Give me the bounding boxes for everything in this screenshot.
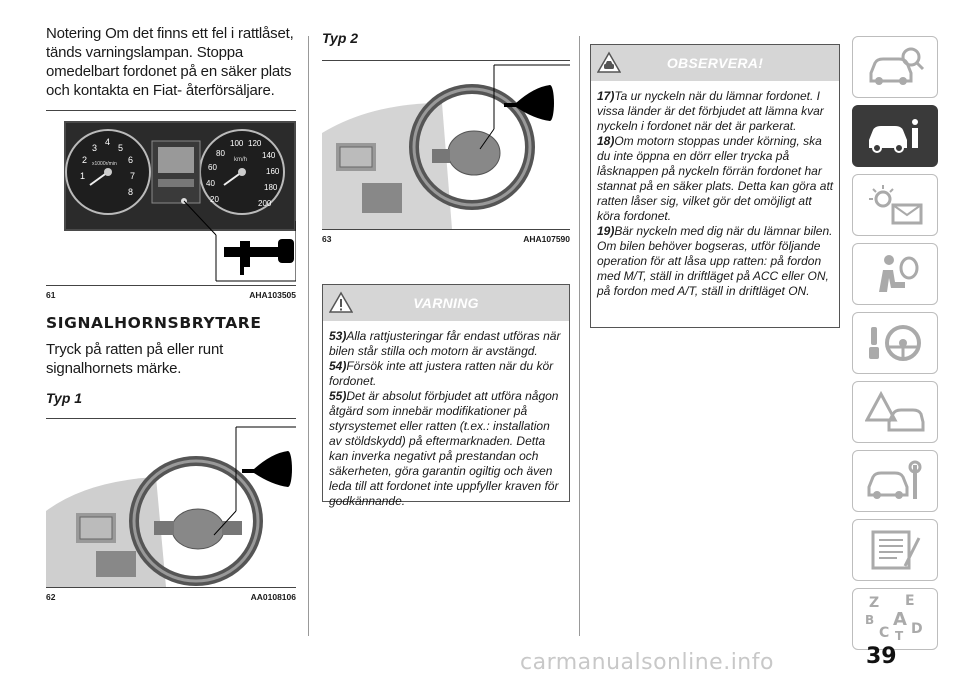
tab-car-info[interactable] — [852, 105, 938, 167]
seat-airbag-icon — [865, 252, 925, 296]
item-number: 18) — [597, 134, 615, 148]
figure-63-horn-type2 — [322, 63, 570, 229]
warning-triangle-car-icon — [865, 390, 925, 434]
light-message-icon — [865, 183, 925, 227]
rpm-label: x1000r/min — [92, 161, 117, 167]
index-letter: C — [879, 625, 890, 641]
intro-note: Notering Om det finns ett fel i rattlåset, tänds varningslampan. Stoppa omedelbart fordonet på en säker plats och kontakta en Fiat- återförsäljare. — [46, 25, 294, 99]
tach-tick: 1 — [80, 171, 86, 181]
steering-wheel-icon — [865, 321, 925, 365]
column-right — [590, 44, 840, 328]
warning-title: VARNING — [413, 295, 479, 311]
index-letter: T — [895, 629, 904, 643]
page-number: 39 — [866, 644, 897, 669]
tach-tick: 4 — [105, 137, 111, 147]
index-letter: E — [905, 593, 915, 609]
speed-tick: 160 — [266, 167, 280, 176]
section-title: SIGNALHORNSBRYTARE — [46, 314, 262, 332]
alphabet-index-icon — [865, 595, 925, 643]
observera-item — [597, 224, 835, 299]
speed-tick: 180 — [264, 183, 278, 192]
car-wrench-icon — [865, 459, 925, 503]
tach-labels — [46, 117, 296, 285]
divider — [322, 60, 570, 61]
item-text: Alla rattjusteringar får endast utföras när bilen står stilla och motorn är avstängd. — [329, 329, 561, 358]
item-text: Det är absolut förbjudet att utföra någon åtgärd som innebär modifikationer på styrsystemet eller ratten (t.ex.: installation av stöldskydd) på eftermarknaden. Detta kan inverka negativt på prestandan och säkerheten, göra garantin ogiltig och även leda till att fordonet inte uppfyller kraven för godkännande. — [329, 389, 559, 508]
figure-61-instrument-cluster — [46, 117, 296, 285]
car-caution-icon — [597, 51, 621, 75]
horn-icon — [242, 451, 292, 487]
index-letter: Z — [869, 595, 880, 611]
steering-wheel-type2-illustration — [322, 63, 570, 229]
observera-body — [591, 81, 839, 311]
speed-tick: 40 — [206, 179, 215, 188]
car-info-icon — [865, 114, 925, 158]
item-number: 55) — [329, 389, 347, 403]
figure-code: AHA107590 — [523, 234, 570, 244]
tab-lights-messages[interactable] — [852, 174, 938, 236]
tab-car-search[interactable] — [852, 36, 938, 98]
tach-tick: 7 — [130, 171, 136, 181]
tach-tick: 3 — [92, 143, 98, 153]
tach-tick: 8 — [128, 187, 134, 197]
item-text: Bär nyckeln med dig när du lämnar bilen. Om bilen behöver bogseras, utför följande operation för att låsa upp ratten: på fordon med M/T, ställ in driftläget på ACC eller ON, på fordon med A/T, ställ in driftläget ON. — [597, 224, 833, 298]
observera-box — [590, 44, 840, 328]
index-letter: D — [911, 621, 923, 637]
warning-item — [329, 329, 565, 359]
tach-tick: 6 — [128, 155, 134, 165]
column-middle — [322, 24, 570, 508]
typ-2-label: Typ 2 — [322, 30, 359, 46]
figure-number: 62 — [46, 592, 56, 602]
speed-tick: 140 — [262, 151, 276, 160]
chapter-tabs — [852, 36, 938, 657]
section-body: Tryck på ratten på eller runt signalhornets märke. — [46, 341, 224, 377]
horn-icon — [504, 85, 554, 121]
item-number: 17) — [597, 89, 615, 103]
typ-1-label: Typ 1 — [46, 390, 83, 406]
observera-header — [591, 45, 839, 81]
tab-emergency[interactable] — [852, 381, 938, 443]
figure-63-caption — [322, 230, 570, 244]
item-number: 19) — [597, 224, 615, 238]
tab-safety[interactable] — [852, 243, 938, 305]
observera-title: OBSERVERA! — [666, 55, 764, 71]
tab-index[interactable] — [852, 588, 938, 650]
divider — [46, 418, 296, 419]
speed-unit: km/h — [234, 157, 248, 163]
observera-item — [597, 134, 835, 224]
item-text: Ta ur nyckeln när du lämnar fordonet. I vissa länder är det förbjudet att lämna kvar nyckeln i fordonet när det är parkerat. — [597, 89, 824, 133]
steering-wheel-type1-illustration — [46, 421, 296, 587]
figure-number: 63 — [322, 234, 332, 244]
speed-tick: 80 — [216, 149, 225, 158]
figure-code: AHA103505 — [249, 290, 296, 300]
speed-tick: 120 — [248, 139, 262, 148]
warning-item — [329, 359, 565, 389]
tach-tick: 2 — [82, 155, 88, 165]
warning-triangle-icon — [329, 291, 353, 315]
data-list-icon — [865, 528, 925, 572]
index-letter: B — [865, 613, 875, 627]
warning-box — [322, 284, 570, 508]
item-number: 53) — [329, 329, 347, 343]
column-left — [46, 24, 296, 602]
tab-technical-data[interactable] — [852, 519, 938, 581]
tach-tick: 5 — [118, 143, 124, 153]
speed-tick: 100 — [230, 139, 244, 148]
tab-maintenance[interactable] — [852, 450, 938, 512]
speed-tick: 20 — [210, 195, 219, 204]
warning-header — [323, 285, 569, 321]
tab-starting-driving[interactable] — [852, 312, 938, 374]
observera-item — [597, 89, 835, 134]
column-divider — [308, 36, 309, 636]
item-number: 54) — [329, 359, 347, 373]
index-letter: A — [893, 609, 907, 630]
divider — [46, 110, 296, 111]
speed-tick: 200 — [258, 199, 272, 208]
figure-code: AA0108106 — [250, 592, 296, 602]
item-text: Om motorn stoppas under körning, ska du inte öppna en dörr eller trycka på låsknappen på nyckeln förrän fordonet har stannat på en säker plats. Detta kan göra att ratten låser sig, vilket gör det omöjligt att köra fordonet. — [597, 134, 834, 223]
figure-62-caption — [46, 588, 296, 602]
warning-item — [329, 389, 565, 509]
figure-61-caption — [46, 286, 296, 300]
watermark: carmanualsonline.info — [520, 650, 774, 675]
car-search-icon — [865, 45, 925, 89]
column-divider — [579, 36, 580, 636]
figure-62-horn-type1 — [46, 421, 296, 587]
warning-body — [323, 321, 569, 521]
speed-tick: 60 — [208, 163, 217, 172]
figure-number: 61 — [46, 290, 56, 300]
item-text: Försök inte att justera ratten när du kör fordonet. — [329, 359, 554, 388]
